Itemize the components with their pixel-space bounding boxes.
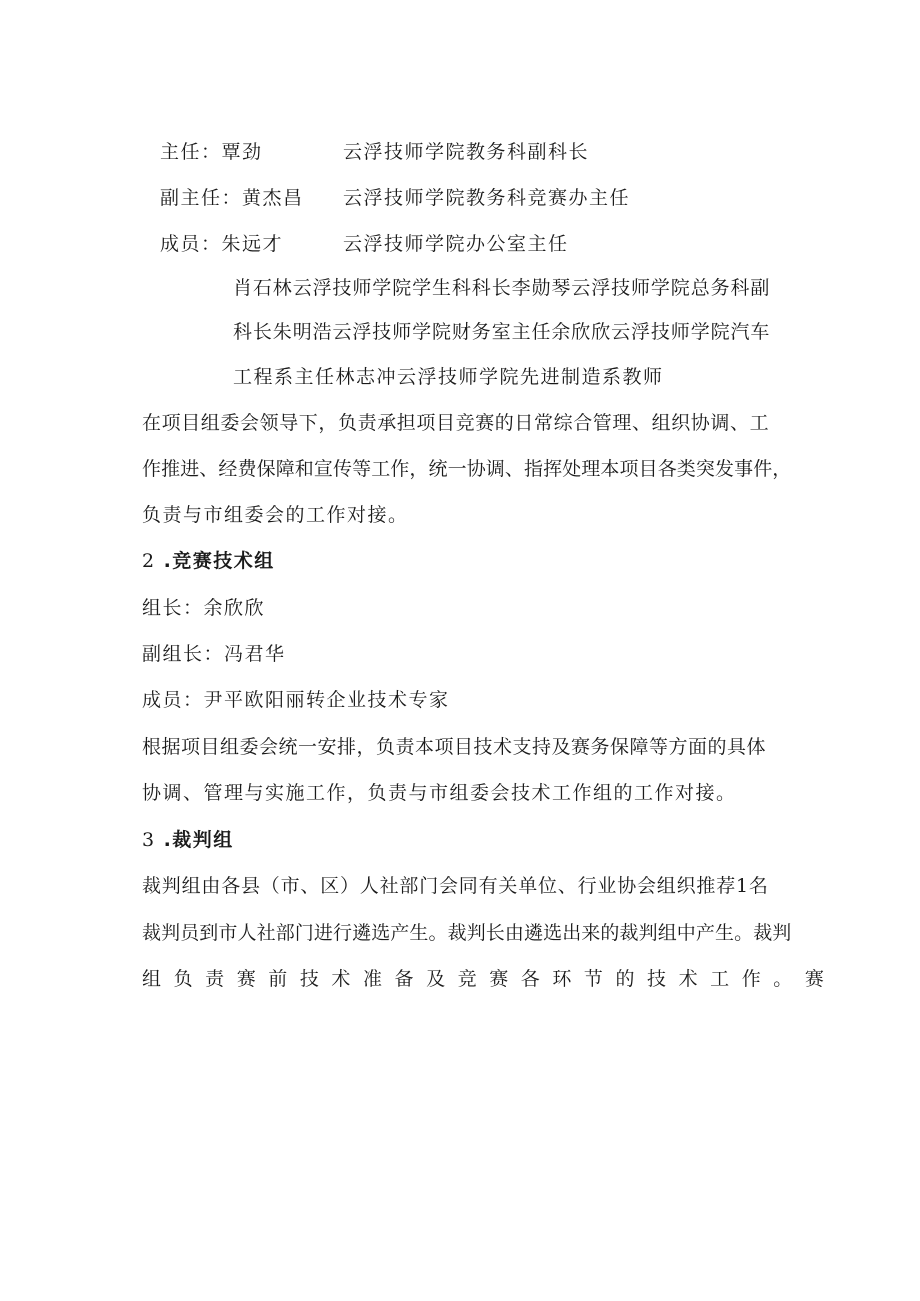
referee-duty-line-spread [142,967,824,991]
technical-leader: 组长：余欣欣 [142,597,266,619]
char: 备 [394,968,414,990]
char: 责 [205,968,225,990]
char: 。 [773,968,793,990]
director-label: 主任：覃劲 [160,141,263,163]
member-label: 成员：朱远才 [160,233,284,255]
technical-members: 成员：尹平欧阳丽转企业技术专家 [142,689,450,711]
section-heading-technical [142,549,275,573]
referee-duty-line: 裁判组由各县（市、区）人社部门会同有关单位、行业协会组织推荐1名 [142,875,769,897]
section-heading-referee [142,828,234,852]
char: 准 [362,968,382,990]
member-list-line: 工程系主任林志冲云浮技师学院先进制造系教师 [233,366,664,388]
committee-duty-line: 作推进、经费保障和宣传等工作，统一协调、指挥处理本项目各类突发事件， [142,458,792,480]
char: 及 [426,968,446,990]
char: 工 [710,968,730,990]
char: 赛 [489,968,509,990]
char: 各 [520,968,540,990]
char: 前 [268,968,288,990]
technical-duty-line: 根据项目组委会统一安排，负责本项目技术支持及赛务保障等方面的具体 [142,736,767,758]
section-number: 3 [142,829,156,851]
char: 赛 [236,968,256,990]
char: 作 [741,968,761,990]
char: 节 [583,968,603,990]
section-title: .裁判组 [163,829,234,851]
char: 术 [678,968,698,990]
committee-duty-line: 在项目组委会领导下，负责承担项目竞赛的日常综合管理、组织协调、工 [142,412,770,434]
committee-duty-line: 负责与市组委会的工作对接。 [142,504,409,526]
section-title: .竞赛技术组 [163,550,275,572]
director-title: 云浮技师学院教务科副科长 [343,141,590,163]
char: 技 [647,968,667,990]
member-title: 云浮技师学院办公室主任 [343,233,569,255]
member-list-line: 肖石林云浮技师学院学生科科长李勋琴云浮技师学院总务科副 [233,277,771,299]
technical-deputy-leader: 副组长：冯君华 [142,643,286,665]
char: 组 [142,968,162,990]
char: 环 [552,968,572,990]
technical-duty-line: 协调、管理与实施工作，负责与市组委会技术工作组的工作对接。 [142,782,737,804]
referee-duty-line: 裁判员到市人社部门进行遴选产生。裁判长由遴选出来的裁判组中产生。裁判 [142,922,792,944]
char: 的 [615,968,635,990]
deputy-director-label: 副主任：黄杰昌 [160,187,304,209]
char: 赛 [804,968,824,990]
char: 竞 [457,968,477,990]
deputy-director-title: 云浮技师学院教务科竞赛办主任 [343,187,631,209]
char: 负 [173,968,193,990]
char: 术 [331,968,351,990]
section-number: 2 [142,550,156,572]
member-list-line: 科长朱明浩云浮技师学院财务室主任余欣欣云浮技师学院汽车 [233,321,771,343]
char: 技 [299,968,319,990]
